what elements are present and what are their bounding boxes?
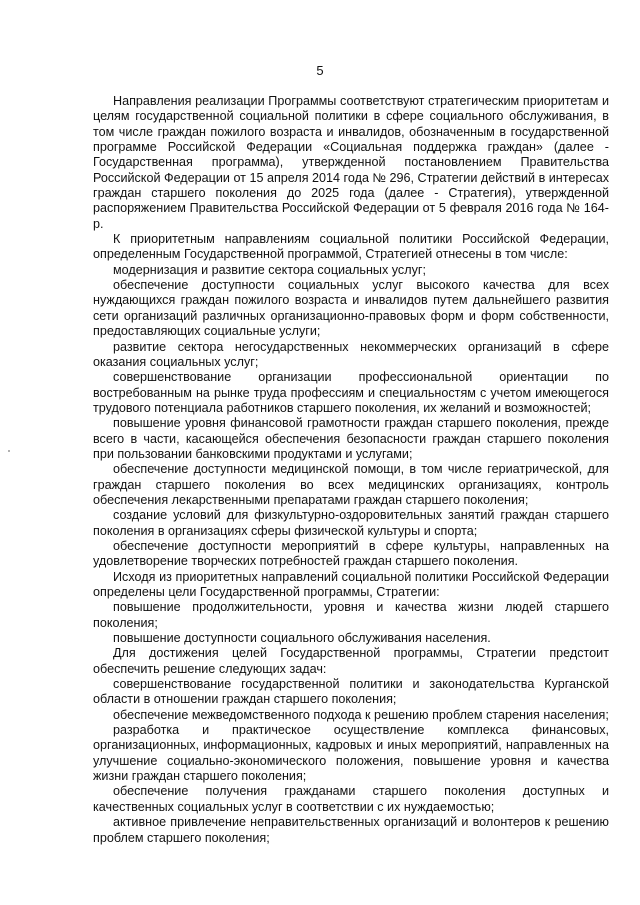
paragraph: обеспечение межведомственного подхода к решению проблем старения населения;	[113, 707, 609, 722]
paragraph: повышение доступности социального обслуживания населения.	[113, 631, 491, 646]
paragraph: обеспечение получения гражданами старшего поколения доступных и качественных социальных услуг в соответствии с их нуждаемостью;	[93, 784, 609, 814]
paragraph: совершенствование государственной политики и законодательства Курганской области в отношении граждан старшего поколения;	[93, 677, 609, 707]
paragraph: Исходя из приоритетных направлений социальной политики Российской Федерации определены цели Государственной программы, Стратегии:	[93, 569, 609, 599]
paragraph: создание условий для физкультурно-оздоровительных занятий граждан старшего поколения в организациях сферы физической культуры и спорта;	[93, 508, 609, 538]
paragraph: повышение продолжительности, уровня и качества жизни людей старшего поколения;	[93, 600, 609, 630]
paragraph: повышение уровня финансовой грамотности граждан старшего поколения, прежде всего в части, касающейся обеспечения безопасности граждан старшего поколения при пользовании банковскими продуктами и услугами;	[93, 416, 609, 461]
document-body	[93, 94, 609, 846]
paragraph: обеспечение доступности медицинской помощи, в том числе гериатрической, для граждан старшего поколения во всех медицинских организациях, контроль обеспечения лекарственными препаратами граждан старшего поколения;	[93, 462, 609, 507]
paragraph: К приоритетным направлениям социальной политики Российской Федерации, определенным Государственной программой, Стратегией отнесены в том числе:	[93, 232, 609, 262]
scan-speck	[8, 450, 10, 452]
paragraph: совершенствование организации профессиональной ориентации по востребованным на рынке труда профессиям и специальностям с учетом имеющегося трудового потенциала работников старшего поколения, их желаний и возможностей;	[93, 370, 609, 415]
paragraph: обеспечение доступности социальных услуг высокого качества для всех нуждающихся граждан пожилого возраста и инвалидов путем дальнейшего развития сети организаций различных организационно-правовых форм и форм собственности, предоставляющих социальные услуги;	[93, 278, 609, 339]
paragraph: активное привлечение неправительственных организаций и волонтеров к решению проблем старшего поколения;	[93, 815, 609, 845]
page-number: 5	[316, 63, 324, 78]
paragraph: развитие сектора негосударственных некоммерческих организаций в сфере оказания социальных услуг;	[93, 339, 609, 369]
paragraph: модернизация и развитие сектора социальных услуг;	[113, 262, 426, 277]
paragraph: Для достижения целей Государственной программы, Стратегии предстоит обеспечить решение следующих задач:	[93, 646, 609, 676]
paragraph: разработка и практическое осуществление комплекса финансовых, организационных, информационных, кадровых и иных мероприятий, направленных на улучшение социально-экономического положения, повышение уровня и качества жизни граждан старшего поколения;	[93, 723, 609, 784]
paragraph: Направления реализации Программы соответствуют стратегическим приоритетам и целям государственной социальной политики в сфере социального обслуживания, в том числе граждан пожилого возраста и инвалидов, обозначенным в государственной программе Российской Федерации «Социальная поддержка граждан» (далее - Государственная программа), утвержденной постановлением Правительства Российской Федерации от 15 апреля 2014 года № 296, Стратегии действий в интересах граждан старшего поколения до 2025 года (далее - Стратегия), утвержденной распоряжением Правительства Российской Федерации от 5 февраля 2016 года № 164-р.	[93, 94, 609, 231]
paragraph: обеспечение доступности мероприятий в сфере культуры, направленных на удовлетворение творческих потребностей граждан старшего поколения.	[93, 538, 609, 569]
